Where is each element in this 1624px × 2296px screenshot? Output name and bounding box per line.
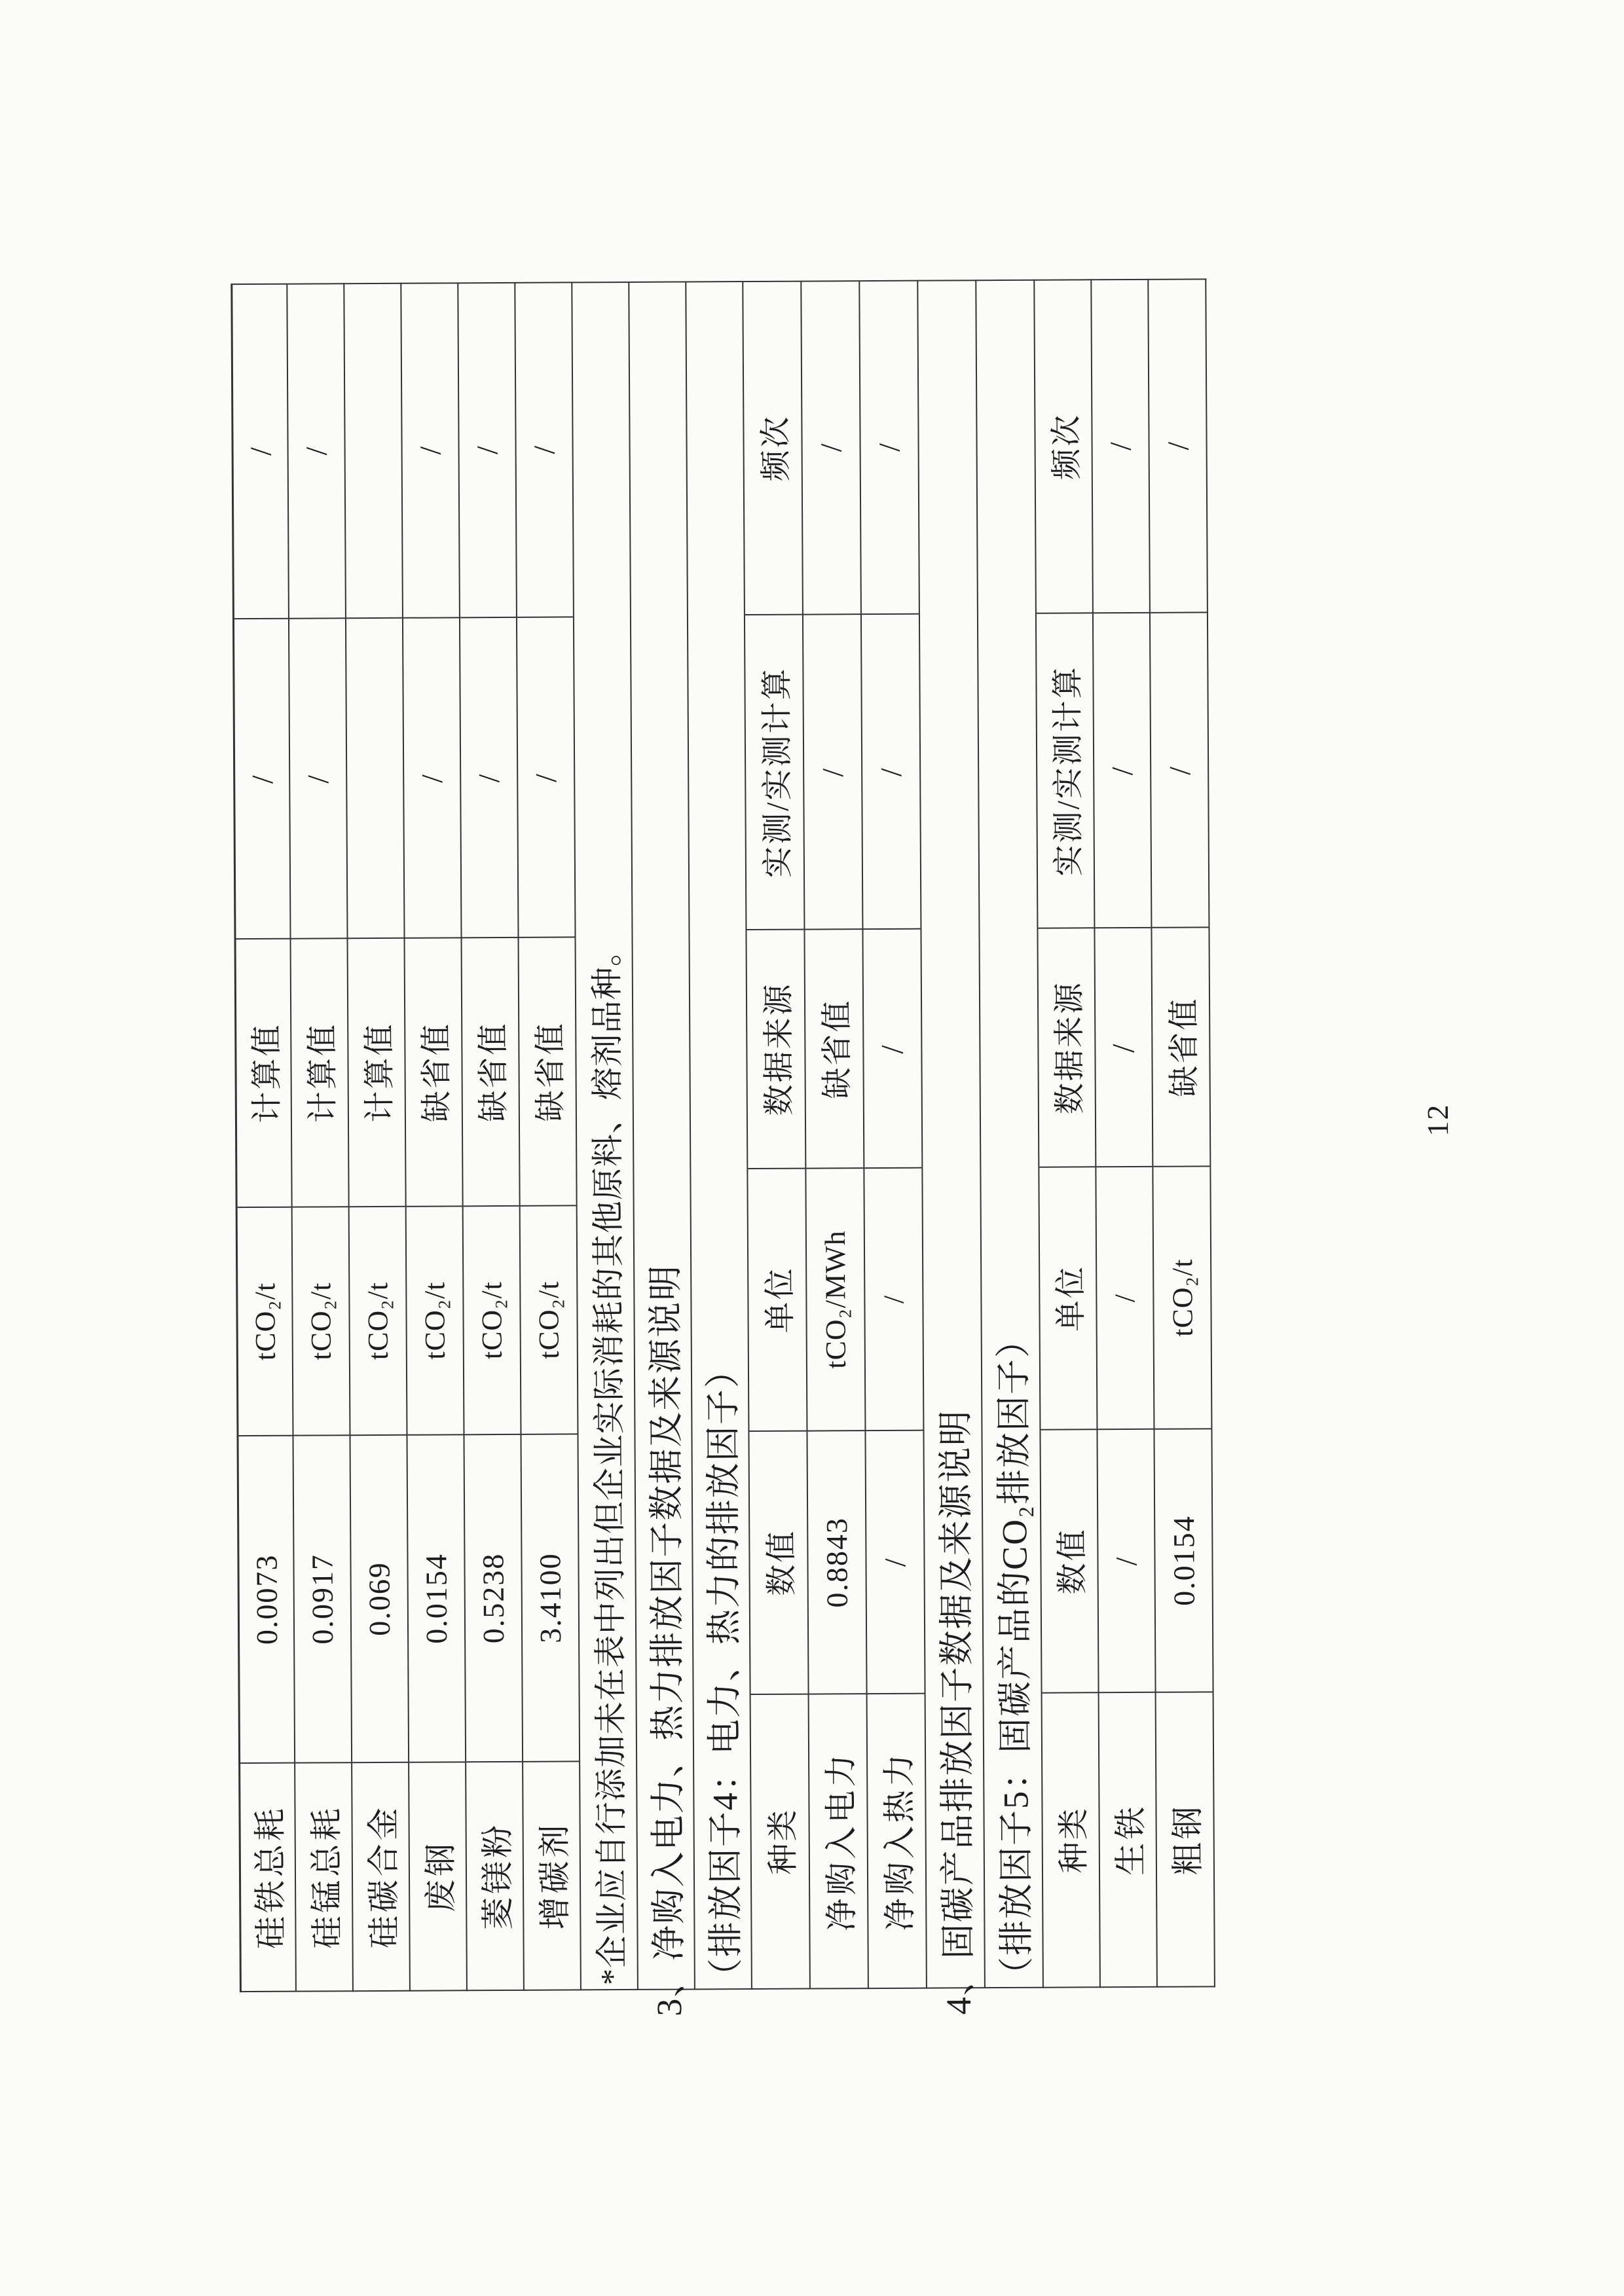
cell-kind: 净购入热力 [868,1692,926,1988]
cell-value: / [866,1430,924,1693]
cell-kind: 硅碳合金 [352,1761,409,1990]
table-row [458,282,525,1991]
cell-measure: / [1151,612,1209,928]
header-value: 数值 [1041,1429,1098,1692]
header-measure: 实测/实测计算 [745,614,804,930]
table-row [1092,279,1158,1988]
cell-value: 3.4100 [521,1434,579,1761]
cell-kind: 净购入电力 [809,1693,868,1988]
header-kind: 种类 [1043,1692,1099,1987]
header-measure: 实测/实测计算 [1037,612,1094,928]
table-row [401,282,468,1991]
cell-value: 0.0154 [1154,1429,1212,1692]
section4-subheading-row [976,280,1044,1993]
cell-frequency: / [413,446,447,455]
section4-subheading: （排放因子5：固碳产品的CO₂排放因子） [993,1321,1037,1993]
table-row [231,283,297,1992]
cell-value: 0.5238 [464,1434,522,1761]
cell-kind: 硅铁总耗 [240,1762,295,1991]
cell-kind: 菱镁粉 [466,1760,523,1990]
cell-kind: 粗钢 [1156,1691,1214,1986]
cell-frequency: / [1103,442,1137,451]
header-kind: 种类 [751,1693,809,1988]
cell-frequency: / [244,446,278,456]
cell-source: / [863,928,921,1167]
cell-measure: / [1094,612,1151,928]
header-frequency: 频次 [1049,412,1084,481]
table-row [1149,278,1215,1987]
header-unit: 单位 [1039,1166,1096,1429]
section3-heading: 3、净购入电力、热力排放因子数据及来源说明 [646,1264,690,2016]
table-row [344,283,411,1992]
table-row [515,282,581,1990]
cell-unit: tCO₂/t [238,1207,293,1436]
cell-unit: tCO₂/t [464,1205,521,1434]
cell-measure: / [403,617,461,938]
page-number: 12 [1420,1103,1455,1137]
cell-value: 0.8843 [807,1430,866,1693]
section4-heading-row [918,280,986,2015]
note-text: *企业应自行添加未在表中列出但企业实际消耗的其他原料、熔剂品种。 [587,933,631,1986]
header-frequency: 频次 [758,414,794,482]
header-unit: 单位 [748,1167,806,1430]
cell-source: 计算值 [291,938,348,1207]
cell-unit: / [864,1167,923,1430]
section4-heading: 4、固碳产品排放因子数据及来源说明 [936,1409,979,2015]
cell-source: 缺省值 [462,937,519,1205]
table-note-row [572,282,638,1990]
cell-frequency: / [470,446,504,455]
cell-unit: tCO₂/t [1153,1165,1211,1429]
section3-subheading-row [686,281,752,1994]
cell-measure: / [234,618,290,939]
cell-kind: 废钢 [409,1761,466,1990]
cell-measure: / [289,617,347,938]
cell-value: 0.0917 [293,1435,351,1762]
cell-source: 缺省值 [805,929,863,1168]
cell-unit: tCO₂/MWh [806,1167,864,1430]
cell-source: 计算值 [348,938,405,1206]
cell-kind: 增碳剂 [523,1760,580,1990]
cell-source: 缺省值 [1152,927,1209,1166]
section3-heading-row [629,282,695,2016]
cell-frequency: / [872,443,906,452]
cell-measure: / [803,613,862,929]
cell-value: 0.069 [350,1434,408,1762]
cell-source: / [1095,927,1152,1166]
header-source: 数据来源 [1038,928,1095,1167]
factor4-header-row [743,281,811,1990]
cell-source: 计算值 [236,938,291,1207]
cell-unit: / [1096,1166,1153,1429]
table-row [287,283,354,1992]
cell-unit: tCO₂/t [350,1206,407,1435]
cell-frequency: / [299,446,333,456]
table-row [802,280,869,1989]
cell-measure: / [517,617,575,938]
cell-unit: tCO₂/t [293,1206,350,1435]
cell-measure: / [862,613,921,929]
header-source: 数据来源 [747,929,805,1168]
cell-measure-empty [346,617,404,938]
cell-frequency: / [814,443,848,452]
cell-source: 缺省值 [519,937,576,1205]
factor5-header-row [1035,279,1101,1988]
cell-value: 0.0073 [238,1435,294,1762]
cell-unit: tCO₂/t [407,1205,464,1434]
cell-kind: 硅锰总耗 [295,1762,352,1991]
table-row [860,280,927,1989]
header-value: 数值 [749,1430,807,1694]
cell-value: 0.0154 [407,1434,465,1762]
cell-unit: tCO₂/t [521,1205,578,1434]
cell-value: / [1098,1429,1154,1692]
cell-frequency-empty [344,284,402,618]
cell-source: 缺省值 [405,938,462,1206]
cell-frequency: / [1161,441,1195,450]
cell-kind: 生铁 [1099,1691,1156,1986]
cell-frequency: / [527,445,561,454]
section3-subheading: （排放因子4：电力、热力的排放因子） [703,1351,746,1994]
cell-measure: / [460,617,518,938]
